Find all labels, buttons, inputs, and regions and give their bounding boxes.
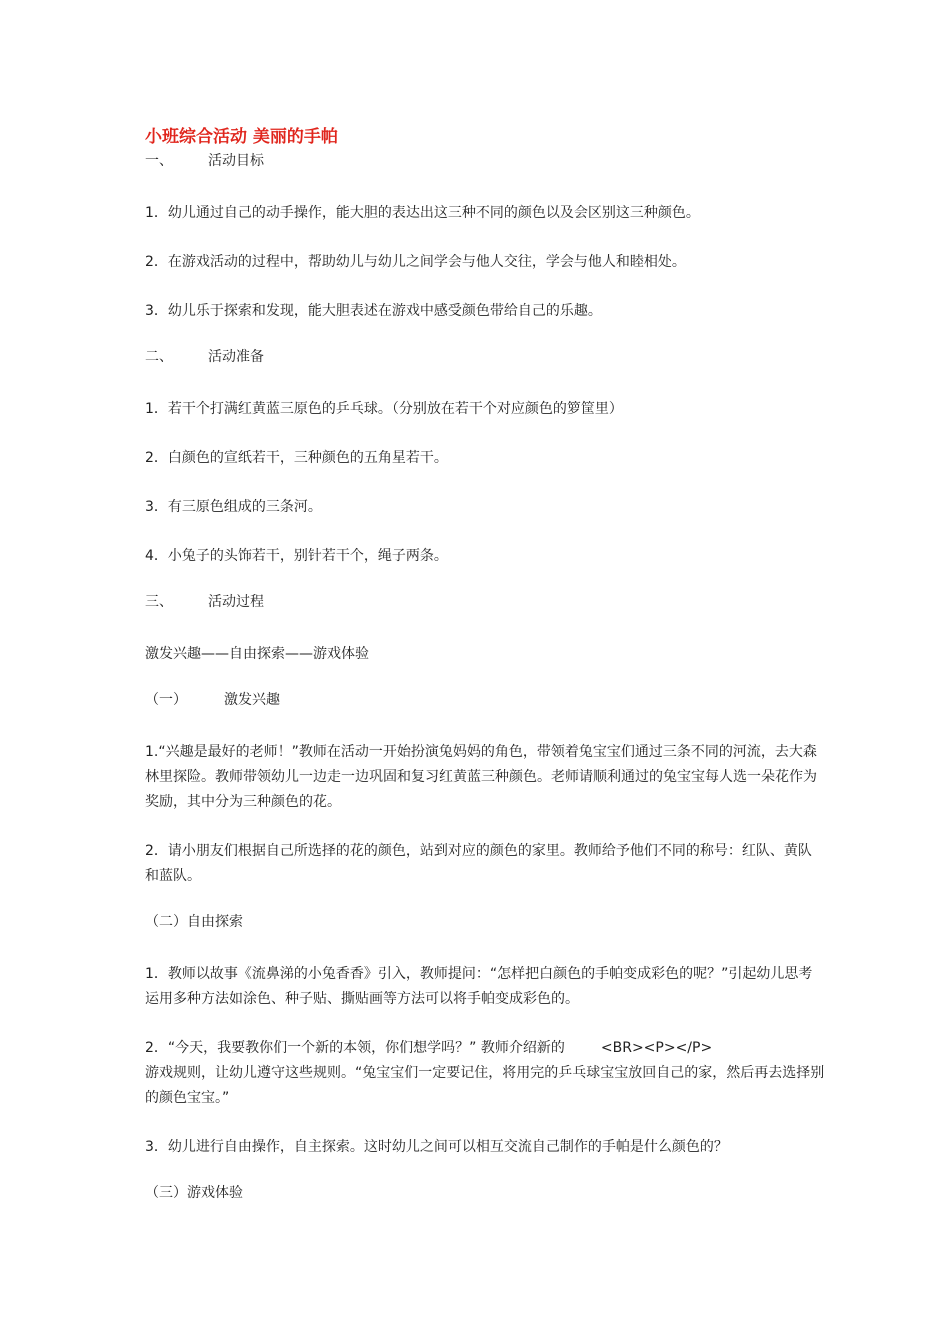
section-heading-prep xyxy=(145,348,825,366)
section-label: 活动过程 xyxy=(208,594,264,610)
goal-item: 3．幼儿乐于探索和发现，能大胆表述在游戏中感受颜色带给自己的乐趣。 xyxy=(145,303,602,319)
prep-item: 2．白颜色的宣纸若干，三种颜色的五角星若干。 xyxy=(145,450,448,466)
section-number: 二、 xyxy=(145,349,173,365)
goal-item: 1．幼儿通过自己的动手操作，能大胆的表达出这三种不同的颜色以及会区别这三种颜色。 xyxy=(145,205,700,221)
part-heading-game: （三）游戏体验 xyxy=(145,1185,243,1201)
html-tag-text: <BR><P></P> xyxy=(600,1040,713,1056)
process-item: 1．教师以故事《流鼻涕的小兔香香》引入，教师提问：“怎样把白颜色的手帕变成彩色的呢？”引起幼儿思考运用多种方法如涂色、种子贴、撕贴画等方法可以将手帕变成彩色的。 xyxy=(145,966,813,1007)
section-label: 活动准备 xyxy=(208,349,264,365)
process-item-text: 游戏规则，让幼儿遵守这些规则。“兔宝宝们一定要记住，将用完的乒乓球宝宝放回自己的家，然后再去选择别的颜色宝宝。” xyxy=(145,1065,825,1106)
section-heading-goals xyxy=(145,152,825,170)
document-page xyxy=(145,122,825,1233)
section-number: 三、 xyxy=(145,594,173,610)
section-heading-process xyxy=(145,593,825,611)
part-label: 激发兴趣 xyxy=(224,692,280,708)
process-item xyxy=(145,1036,825,1111)
part-number: （一） xyxy=(145,692,187,708)
part-heading-interest xyxy=(145,691,825,709)
part-heading-explore: （二）自由探索 xyxy=(145,914,243,930)
prep-item: 4．小兔子的头饰若干，别针若干个，绳子两条。 xyxy=(145,548,448,564)
prep-item: 3．有三原色组成的三条河。 xyxy=(145,499,322,515)
process-item: 1.“兴趣是最好的老师！”教师在活动一开始扮演兔妈妈的角色，带领着兔宝宝们通过三条不同的河流，去大森林里探险。教师带领幼儿一边走一边巩固和复习红黄蓝三种颜色。老师请顺利通过的兔宝宝每人选一朵花作为奖励，其中分为三种颜色的花。 xyxy=(145,744,817,810)
document-title: 小班综合活动 美丽的手帕 xyxy=(145,127,338,147)
goal-item: 2．在游戏活动的过程中，帮助幼儿与幼儿之间学会与他人交往，学会与他人和睦相处。 xyxy=(145,254,686,270)
process-item: 3．幼儿进行自由操作，自主探索。这时幼儿之间可以相互交流自己制作的手帕是什么颜色的？ xyxy=(145,1139,728,1155)
section-label: 活动目标 xyxy=(208,153,264,169)
prep-item: 1．若干个打满红黄蓝三原色的乒乓球。（分别放在若干个对应颜色的箩筐里） xyxy=(145,401,623,417)
process-item-text: 2．“今天，我要教你们一个新的本领，你们想学吗？” 教师介绍新的 xyxy=(145,1040,565,1056)
process-item: 2．请小朋友们根据自己所选择的花的颜色，站到对应的颜色的家里。教师给予他们不同的称号：红队、黄队和蓝队。 xyxy=(145,843,812,884)
process-flow: 激发兴趣——自由探索——游戏体验 xyxy=(145,646,369,662)
section-number: 一、 xyxy=(145,153,173,169)
